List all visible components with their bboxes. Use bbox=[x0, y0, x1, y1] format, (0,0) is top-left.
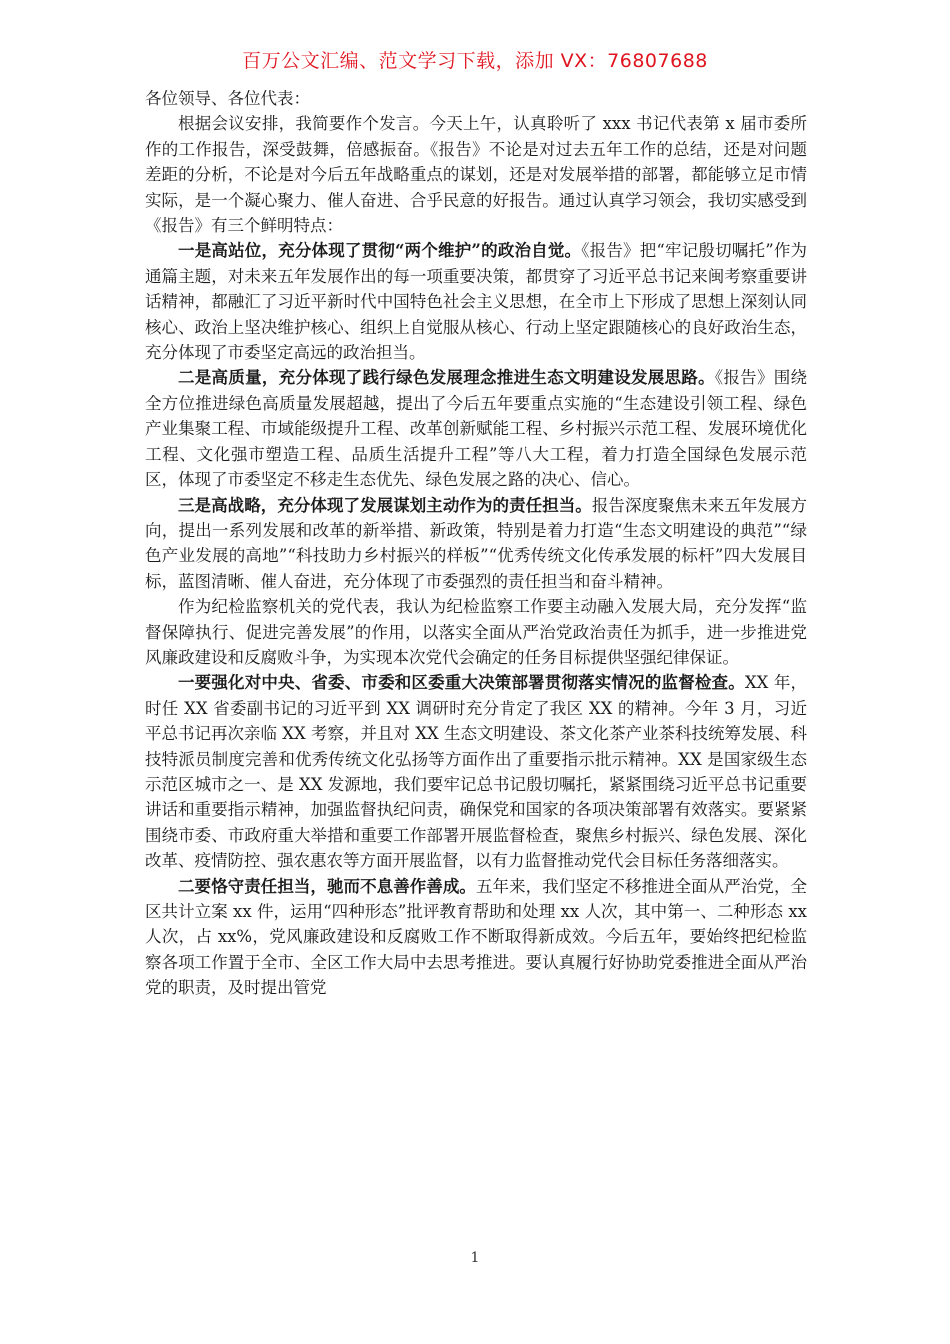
paragraph-task-2 bbox=[145, 874, 807, 1001]
paragraph-task-1 bbox=[145, 670, 807, 873]
paragraph-lead: 二是高质量，充分体现了践行绿色发展理念推进生态文明建设发展思路。 bbox=[178, 368, 715, 388]
paragraph-text: XX 年，时任 XX 省委副书记的习近平到 XX 调研时充分肯定了我区 XX 的精神。今年 3 月，习近平总书记再次亲临 XX 考察，并且对 XX 生态文明建设、茶文化茶产业茶科技统筹发展、科技特派员制度完善和优秀传统文化弘扬等方面作出了重要指示批示精神。XX 是国家级生态示范区城市之一、是 XX 发源地，我们要牢记总书记殷切嘱托，紧紧围绕习近平总书记重要讲话和重要指示精神，加强监督执纪问责，确保党和国家的各项决策部署有效落实。要紧紧围绕市委、市政府重大举措和重要工作部署开展监督检查，聚焦乡村振兴、绿色发展、深化改革、疫情防控、强农惠农等方面开展监督，以有力监督推动党代会目标任务落细落实。 bbox=[145, 673, 807, 871]
paragraph-transition bbox=[145, 594, 807, 670]
paragraph-lead: 三是高战略，充分体现了发展谋划主动作为的责任担当。 bbox=[178, 495, 592, 515]
paragraph-lead: 一是高站位，充分体现了贯彻“两个维护”的政治自觉。 bbox=[178, 241, 582, 261]
paragraph-text: 《报告》把“牢记殷切嘱托”作为通篇主题，对未来五年发展作出的每一项重要决策，都贯穿了习近平总书记来闽考察重要讲话精神，都融汇了习近平新时代中国特色社会主义思想，在全市上下形成了思想上深刻认同核心、政治上坚决维护核心、组织上自觉服从核心、行动上坚定跟随核心的良好政治生态，充分体现了市委坚定高远的政治担当。 bbox=[145, 241, 808, 363]
document-body bbox=[145, 86, 807, 1001]
paragraph-point-1 bbox=[145, 238, 807, 365]
paragraph-point-2 bbox=[145, 365, 807, 492]
paragraph-text: 五年来，我们坚定不移推进全面从严治党，全区共计立案 xx 件，运用“四种形态”批评教育帮助和处理 xx 人次，其中第一、二种形态 xx 人次，占 xx%，党风廉政建设和反腐败工作不断取得新成效。今后五年，要始终把纪检监察各项工作置于全市、全区工作大局中去思考推进。要认真履行好协助党委推进全面从严治党的职责，及时提出管党 bbox=[145, 876, 808, 998]
paragraph-intro bbox=[145, 111, 807, 238]
paragraph-text: 报告深度聚焦未来五年发展方向，提出一系列发展和改革的新举措、新政策，特别是着力打造“生态文明建设的典范”“绿色产业发展的高地”“科技助力乡村振兴的样板”“优秀传统文化传承发展的标杆”四大发展目标，蓝图清晰、催人奋进，充分体现了市委强烈的责任担当和奋斗精神。 bbox=[145, 495, 808, 591]
salutation: 各位领导、各位代表： bbox=[145, 89, 310, 108]
paragraph-point-3 bbox=[145, 493, 807, 595]
paragraph-text: 作为纪检监察机关的党代表，我认为纪检监察工作要主动融入发展大局，充分发挥“监督保障执行、促进完善发展”的作用，以落实全面从严治党政治责任为抓手，进一步推进党风廉政建设和反腐败斗争，为实现本次党代会确定的任务目标提供坚强纪律保证。 bbox=[145, 597, 807, 667]
page-number: 1 bbox=[470, 1250, 480, 1266]
paragraph-lead: 二要恪守责任担当，驰而不息善作善成。 bbox=[178, 876, 476, 896]
header-banner: 百万公文汇编、范文学习下载，添加 VX：76807688 bbox=[242, 50, 708, 72]
paragraph-text: 根据会议安排，我简要作个发言。今天上午，认真聆听了 xxx 书记代表第 x 届市委所作的工作报告，深受鼓舞，倍感振奋。《报告》不论是对过去五年工作的总结，还是对问题差距的分析，不论是对今后五年战略重点的谋划，还是对发展举措的部署，都能够立足市情实际，是一个凝心聚力、催人奋进、合乎民意的好报告。通过认真学习领会，我切实感受到《报告》有三个鲜明特点： bbox=[145, 114, 807, 236]
paragraph-lead: 一要强化对中央、省委、市委和区委重大决策部署贯彻落实情况的监督检查。 bbox=[178, 673, 745, 693]
paragraph-text: 《报告》围绕全方位推进绿色高质量发展超越，提出了今后五年要重点实施的“生态建设引领工程、绿色产业集聚工程、市域能级提升工程、改革创新赋能工程、乡村振兴示范工程、发展环境优化工程、文化强市塑造工程、品质生活提升工程”等八大工程，着力打造全国绿色发展示范区，体现了市委坚定不移走生态优先、绿色发展之路的决心、信心。 bbox=[145, 368, 808, 490]
